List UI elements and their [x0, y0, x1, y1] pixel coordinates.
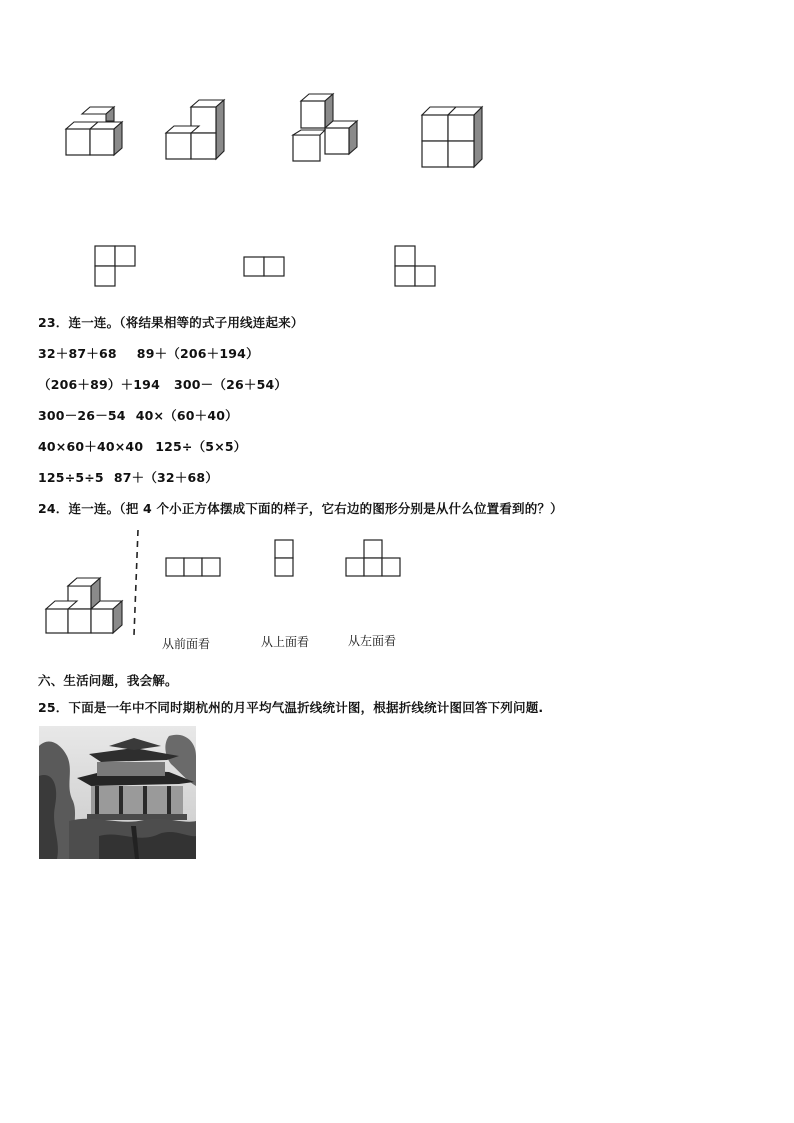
- q23-left-4: 40×60＋40×40: [38, 439, 144, 454]
- q23-row-3: [38, 406, 238, 424]
- view-shape-pair: [244, 257, 284, 276]
- cube-figure-d: [422, 107, 482, 167]
- pavilion-photo: [39, 726, 196, 859]
- q23-title: 23．连一连。（将结果相等的式子用线连起来）: [38, 315, 304, 330]
- cube-figure-b: [166, 100, 224, 159]
- caption-front-view: 从前面看: [162, 637, 211, 651]
- cube-figure-a: [66, 107, 122, 155]
- q23-left-2: （206＋89）＋194: [38, 377, 160, 392]
- q23-row-4: [38, 437, 246, 455]
- view-shape-l-bottom: [395, 246, 435, 286]
- q24-view-t-shape: [346, 540, 400, 576]
- q23-row-1: [38, 344, 259, 362]
- q23-left-1: 32＋87＋68: [38, 346, 117, 361]
- q24-cube-arrangement: [46, 578, 122, 633]
- cube-figures-row: [0, 85, 794, 175]
- q24-view-row-of-three: [166, 558, 220, 576]
- q23-right-4: 125÷（5×5）: [155, 439, 247, 454]
- q23-left-3: 300－26－54: [38, 408, 126, 423]
- q23-left-5: 125÷5÷5: [38, 470, 104, 485]
- view-shapes-row: [0, 240, 794, 290]
- cube-figure-c: [293, 94, 357, 161]
- q24-title: 24．连一连。（把 4 个小正方体摆成下面的样子，它右边的图形分别是从什么位置看到的？）: [38, 501, 563, 516]
- q25-title: 25．下面是一年中不同时期杭州的月平均气温折线统计图，根据折线统计图回答下列问题.: [38, 700, 544, 715]
- q23-right-5: 87＋（32＋68）: [113, 470, 219, 485]
- q23-right-1: 89＋（206＋194）: [136, 346, 259, 361]
- section6-title: 六、生活问题，我会解。: [38, 673, 178, 688]
- q23-row-5: [38, 468, 218, 486]
- q23-right-2: 300－（26＋54）: [173, 377, 288, 392]
- q23-right-3: 40×（60＋40）: [135, 408, 238, 423]
- caption-top-view: 从上面看: [261, 635, 310, 649]
- q23-row-2: [38, 375, 287, 393]
- caption-left-view: 从左面看: [348, 634, 397, 648]
- q24-view-column-of-two: [275, 540, 293, 576]
- dashed-divider: [134, 530, 138, 635]
- q24-figure-area: [0, 525, 794, 640]
- view-shape-l-right: [95, 246, 135, 286]
